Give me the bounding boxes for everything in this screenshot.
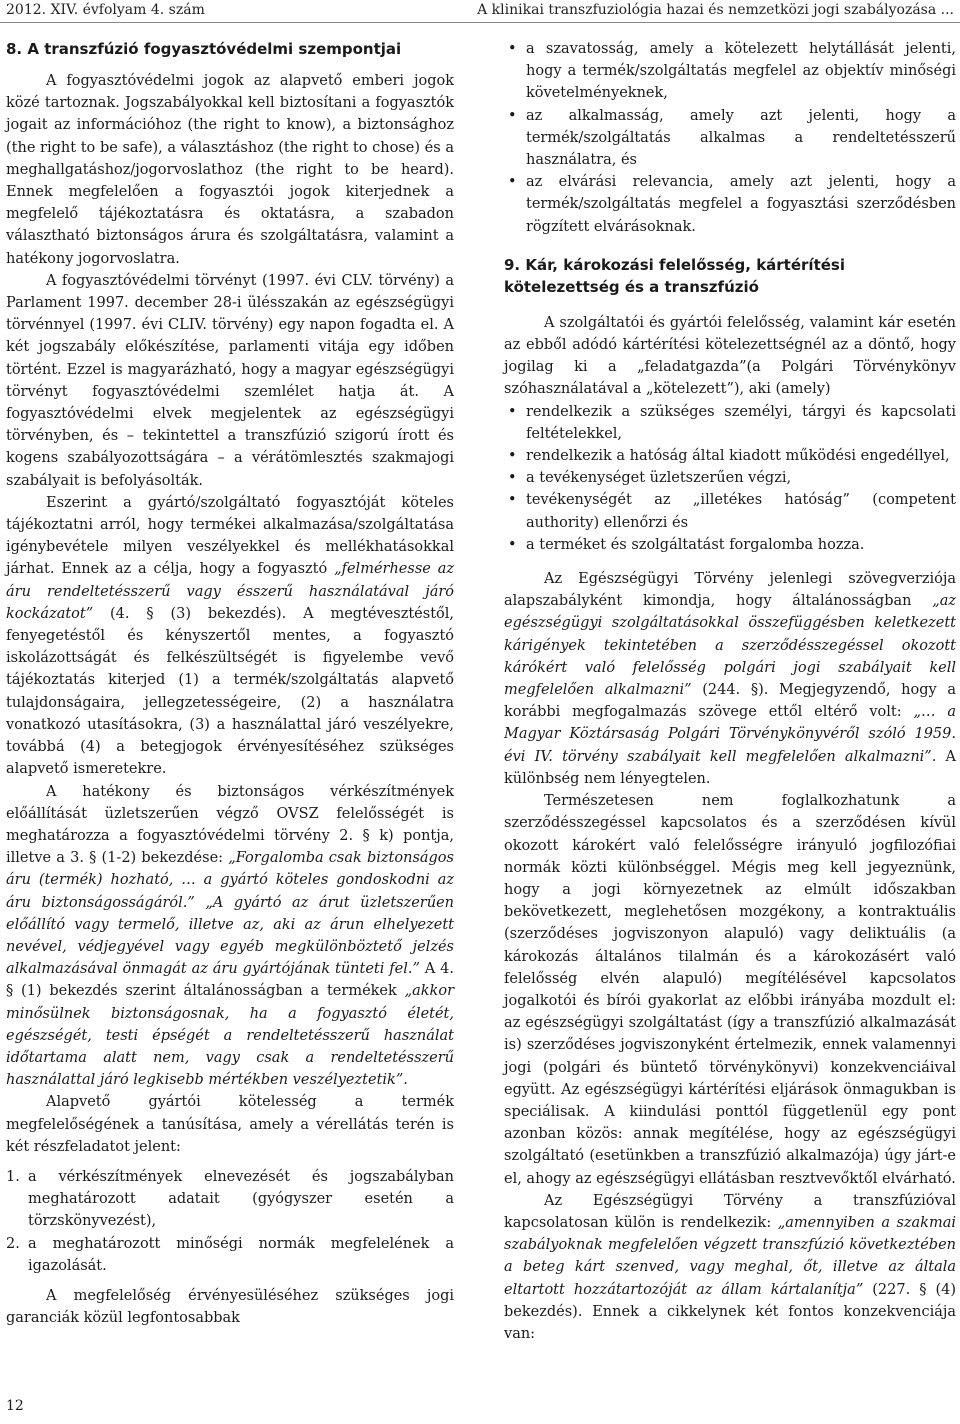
journal-issue: 2012. XIV. évfolyam 4. szám [6, 2, 205, 18]
paragraph: Alapvető gyártói kötelesség a termék megfelelőségének a tanúsítása, amely a vérellátás terén is két részfeladatot jelent: [6, 1094, 454, 1155]
left-column [6, 38, 454, 1329]
paragraph: A hatékony és biztonságos vérkészítmények előállítását üzletszerűen végző OVSZ felelősségét is meghatározza a fogyasztóvédelmi törvény 2. § k) pontja, illetve a 3. § (1-2) bekezdése: „Forgalomba csak biztonságos áru (termék) hozható, … a gyártó köteles gondoskodni az áru biztonságosságáról.” „A gyártó az árut üzletszerűen előállító vagy termelő, illetve az, aki az árun elhelyezett nevével, védjegyével vagy egyéb megkülönböztető jelzés alkalmazásával önmagát az áru gyártójának tünteti fel.” A 4. § (1) bekezdés szerint általánosságban a termékek „akkor minősülnek biztonságosnak, ha a fogyasztó életét, egészségét, testi épségét a rendeltetésszerű használat időtartama alatt nem, vagy csak a rendeltetésszerű használattal járó legkisebb mértékben veszélyeztetik”. [6, 783, 454, 1089]
paragraph: Eszerint a gyártó/szolgáltató fogyasztóját köteles tájékoztatni arról, hogy termékei alkalmazása/szolgáltatása igénybevétele milyen veszélyekkel és mellékhatásokkal járhat. Ennek az a célja, hogy a fogyasztó „felmérhesse az áru rendeltetésszerű vagy ésszerű használatával járó kockázatot” (4. § (3) bekezdés). A megtévesztéstől, fenyegetéstől és kényszertől mentes, a fogyasztó iskolázottságát és felkészültségét is figyelembe vevő tájékoztatás kiterjed (1) a termék/szolgáltatás alapvető tulajdonságaira, jellegzetességeire, (2) a használatra vonatkozó utasításokra, (3) a használattal járó veszélyekre, továbbá (4) a betegjogok érvényesítéséhez szükséges alapvető ismeretekre. [6, 494, 454, 778]
paragraph: A megfelelőség érvényesüléséhez szükséges jogi garanciák közül legfontosabbak [6, 1287, 454, 1327]
list-item: • a terméket és szolgáltatást forgalomba hozza. [504, 534, 956, 556]
paragraph: Az Egészségügyi Törvény a transzfúzióval kapcsolatosan külön is rendelkezik: „amennyiben a szakmai szabályoknak megfelelően végzett transzfúzió következtében a beteg kárt szenved, vagy meghal, őt, illetve az általa eltartott hozzátartozóját az állam kártalanítja” (227. § (4) bekezdés). Ennek a cikkelynek két fontos konzekvenciája van: [504, 1192, 956, 1342]
list-item: 2. a meghatározott minőségi normák megfelelének a igazolását. [6, 1235, 454, 1274]
paragraph: A fogyasztóvédelmi törvényt (1997. évi CLV. törvény) a Parlament 1997. december 28-i ülésszakán az egészségügyi törvénnyel (1997. évi CLIV. törvény) egy napon fogadta el. A két jogszabály előkészítése, parlamenti vitája egy időben történt. Ezzel is magyarázható, hogy a magyar egészségügyi törvényt fogyasztóvédelmi szemlélet hatja át. A fogyasztóvédelmi elvek megjelentek az egészségügyi törvényben, és – tekintettel a transzfúzió szigorú írott és kogens szabályozottságára – a vérátömlesztés szakmajogi szabályait is befolyásolták. [6, 272, 454, 489]
list-item: • az elvárási relevancia, amely azt jelenti, hogy a termék/szolgáltatás megfelel a fogyasztási szerződésben rögzített elvárásoknak. [504, 171, 956, 238]
article-running-title: A klinikai transzfuziológia hazai és nemzetközi jogi szabályozása ... [477, 2, 954, 18]
bullet-list [504, 38, 956, 238]
bullet-list [504, 401, 956, 556]
list-item: • rendelkezik a hatóság által kiadott működési engedéllyel, [504, 445, 956, 467]
header-rule [0, 22, 960, 23]
list-item: • tevékenységét az „illetékes hatóság” (competent authority) ellenőrzi és [504, 489, 956, 533]
page-number: 12 [6, 1398, 24, 1414]
running-header [0, 0, 960, 20]
paragraph: A szolgáltatói és gyártói felelősség, valamint kár esetén az ebből adódó kártérítési kötelezettségnél az a döntő, hogy jogilag ki a „feladatgazda”(a Polgári Törvénykönyv szóhasználatával a „kötelezett”), aki (amely) [504, 314, 956, 398]
list-item: • a tevékenységet üzletszerűen végzi, [504, 467, 956, 489]
section-heading-8: 8. A transzfúzió fogyasztóvédelmi szempontjai [6, 40, 402, 58]
list-item: • a szavatosság, amely a kötelezett helytállását jelenti, hogy a termék/szolgáltatás megfelel az objektív minőségi követelményeknek, [504, 38, 956, 105]
section-heading-9: 9. Kár, károkozási felelősség, kártérítési kötelezettség és a transzfúzió [504, 255, 845, 296]
list-item: 1. a vérkészítmények elnevezését és jogszabályban meghatározott adatait (gyógyszer esetén a törzskönyvezést), [6, 1168, 454, 1230]
paragraph: A fogyasztóvédelmi jogok az alapvető emberi jogok közé tartoznak. Jogszabályokkal kell biztosítani a fogyasztók jogait az információhoz (the right to know), a biztonsághoz (the right to be safe), a választáshoz (the right to chose) és a meghallgatáshoz/jogorvoslathoz (the right to be heard). Ennek megfelelően a fogyasztói jogok kiterjednek a megfelelő tájékoztatásra és oktatásra, a szabadon választható biztonságos árura és szolgáltatásra, valamint a hatékony jogorvoslatra. [6, 73, 454, 267]
paragraph: Az Egészségügyi Törvény jelenlegi szövegverziója alapszabályként kimondja, hogy általánosságban „az egészségügyi szolgáltatásokkal összefüggésben keletkezett kárigények tekintetében a szerződésszegéssel okozott kárókért való felelősség polgári jogi szabályait kell megfelelően alkalmazni” (244. §). Megjegyzendő, hogy a korábbi megfogalmazás szövege ettől eltérő volt: „… a Magyar Köztársaság Polgári Törvénykönyvéről szóló 1959. évi IV. törvény szabályait kell megfelelően alkalmazni”. A különbség nem lényegtelen. [504, 571, 957, 787]
numbered-list [6, 1166, 454, 1277]
list-item: • rendelkezik a szükséges személyi, tárgyi és kapcsolati feltételekkel, [504, 401, 956, 445]
list-item: • az alkalmasság, amely azt jelenti, hogy a termék/szolgáltatás alkalmas a rendeltetésszerű használatra, és [504, 105, 956, 172]
right-column [504, 38, 956, 1345]
paragraph: Természetesen nem foglalkozhatunk a szerződésszegéssel kapcsolatos és a szerződésen kívül okozott károkért való felelősségre irányuló jogfilozófiai normák közti különbséggel. Mégis meg kell jegyeznünk, hogy a jogi környezetnek az elmúlt időszakban bekövetkezett, meglehetősen mozgékony, a kontraktuális (szerződéses jogviszonyon alapuló) vagy deliktuális (a károkozás általános tilalmán és a károkozásért való felelősség elvén alapuló) megítélésével kapcsolatos jogalkotói és bírói gyakorlat az előbbi irányába mozdult el: az egészségügyi szolgáltatást (így a transzfúzió alkalmazását is) szerződéses jogviszonyként értelmezik, ennek valamennyi jogi (polgári és büntető törvénykönyvi) konzekvenciáival együtt. Az egészségügyi kártérítési eljárások önmagukban is speciálisak. A kiindulási ponttól függetlenül egy pont azonban közös: annak megítélése, hogy az egészségügyi szolgáltató (esetünkben a transzfúzió alkalmazója) úgy járt-e el, ahogy az egészségügyi ellátásban resztvevőktől elvárható. [504, 793, 956, 1187]
